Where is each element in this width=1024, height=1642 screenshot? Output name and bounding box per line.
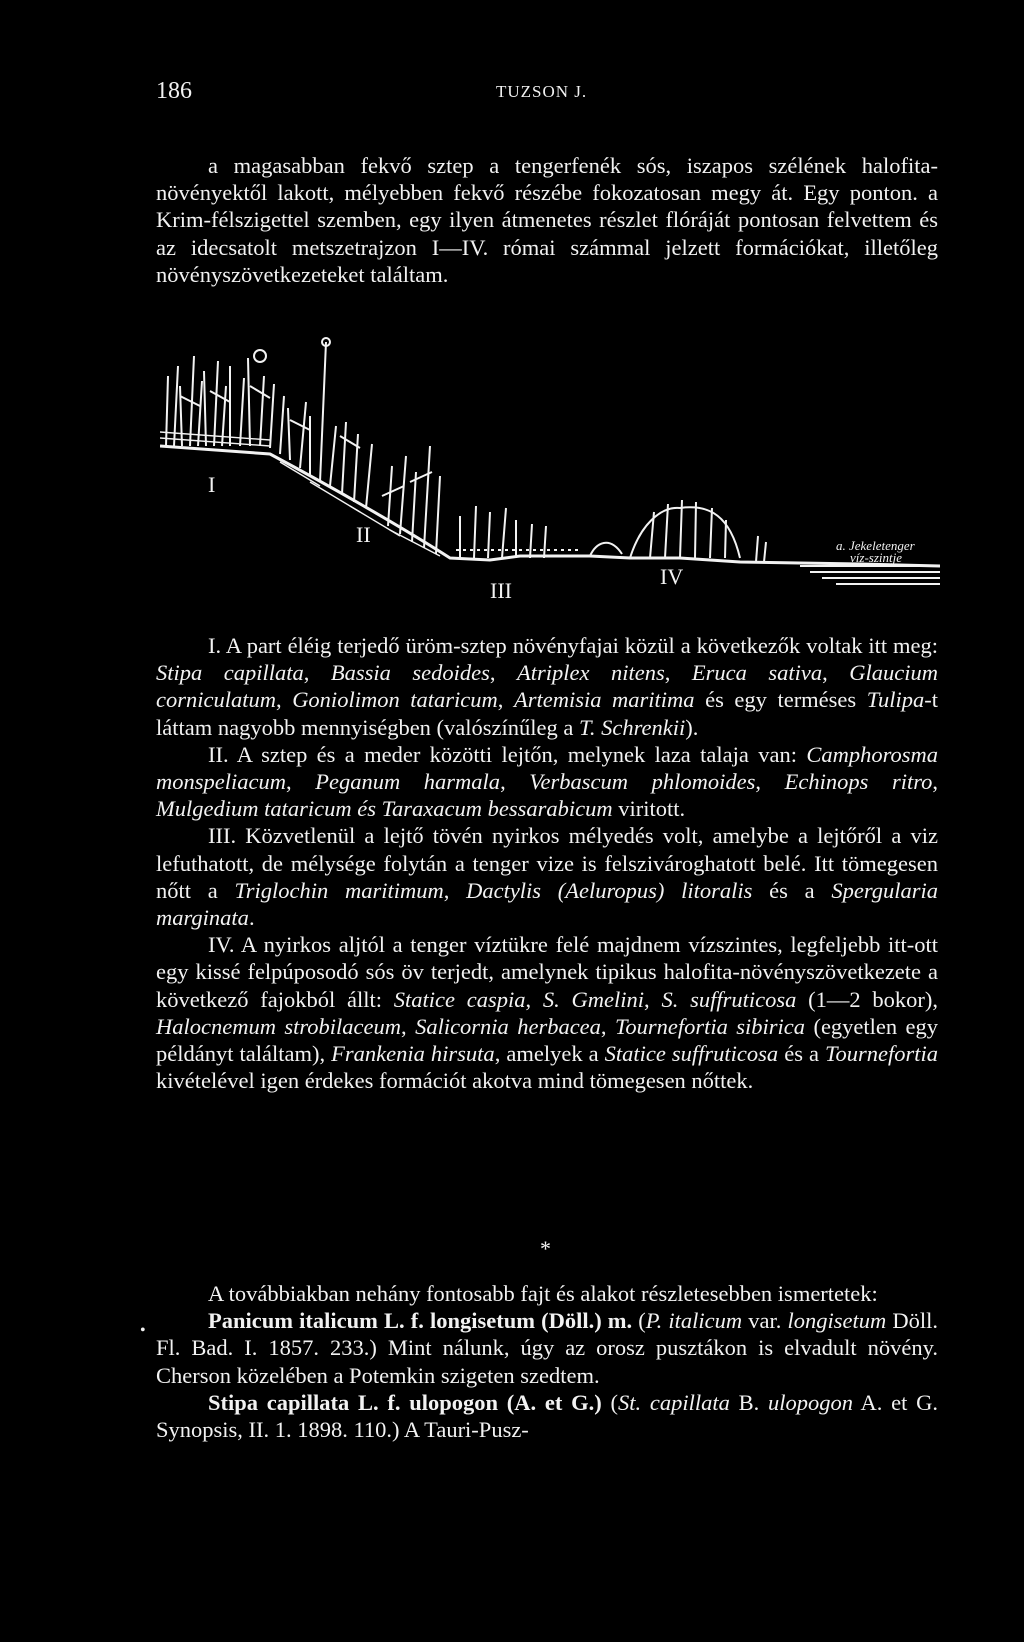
ground-profile xyxy=(160,446,940,566)
formation-descriptions xyxy=(156,632,938,1094)
figure-label-i: I xyxy=(208,472,216,497)
formation-iii-paragraph: III. Közvetlenül a lejtő tövén nyirkos mélyedés volt, amelybe a lejtőről a viz lefuthatott, de mélysége folytán a tenger vize is felszivároghatott belé. Itt tömegesen nőtt a Triglochin maritimum, Dactylis (Aeluropus) litoralis és a Spergularia marginata. xyxy=(156,823,939,931)
vegetation-zone-iii xyxy=(456,506,580,558)
vegetation-zone-i xyxy=(166,338,372,508)
formation-iv-paragraph: IV. A nyirkos aljtól a tenger víztükre felé majdnem vízszintes, legfeljebb itt-ott egy kissé felpúposodó sós öv terjedt, amelynek tipikus halofita-növényszövetkezete a következő fajokból állt: Statice caspia, S. Gmelini, S. suffruticosa (1—2 bokor), Halocnemum strobilaceum, Salicornia herbacea, Tournefortia sibirica (egyetlen egy példányt találtam), Frankenia hirsuta, amelyek a Statice suffruticosa és a Tournefortia kivételével igen érdekes formációt akotva mind tömegesen nőttek. xyxy=(156,932,939,1094)
cross-section-drawing xyxy=(160,336,940,626)
terrain-hatching xyxy=(160,432,440,556)
figure-label-ii: II xyxy=(356,522,371,547)
section-separator-asterisk: * xyxy=(540,1236,551,1261)
margin-bullet: • xyxy=(140,1322,146,1339)
vegetation-zone-ii xyxy=(382,446,440,554)
running-head: TUZSON J. xyxy=(496,82,588,101)
sea-water-lines xyxy=(800,566,940,584)
formation-i-paragraph: I. A part éléig terjedő üröm-sztep növényfajai közül a következők voltak itt meg: Stipa capillata, Bassia sedoides, Atriplex nitens, Eruca sativa, Glaucium corniculatum, Goniolimon tataricum, Artemisia maritima és egy terméses Tulipa-t láttam nagyobb mennyiségben (valószínűleg a T. Schrenkii). xyxy=(156,633,939,740)
figure-label-iii: III xyxy=(490,578,512,603)
page-number: 186 xyxy=(156,78,192,104)
species-descriptions xyxy=(156,1280,938,1443)
cross-section-figure xyxy=(160,336,940,626)
figure-note-sea-level: a. Jekeletenger xyxy=(836,538,915,553)
page-header xyxy=(156,78,936,118)
intro-text: a magasabban fekvő sztep a tengerfenék sós, iszapos szélének halofita-növényektől lakott, mélyebben fekvő részébe fokozatosan megy át. Egy ponton. a Krim-félszigettel szemben, egy ilyen átmenetes részlet flóráját pontosan felvettem és az idecsatolt metszetrajzon I—IV. római számmal jelzett formációkat, illetőleg növényszövetkezeteket találtam. xyxy=(156,153,938,287)
stipa-paragraph: Stipa capillata L. f. ulopogon (A. et G.) (St. capillata B. ulopogon A. et G. Synopsis, II. 1. 1898. 110.) A Tauri-Pusz- xyxy=(156,1389,938,1443)
vegetation-zone-iv xyxy=(590,500,766,562)
panicum-paragraph: Panicum italicum L. f. longisetum (Döll.) m. (P. italicum var. longisetum Döll. Fl. Bad. I. 1857. 233.) Mint nálunk, úgy az orosz pusztákon is elvadult növény. Cherson közelében a Potemkin szigeten szedtem. xyxy=(156,1308,938,1388)
figure-label-iv: IV xyxy=(660,564,684,589)
intro-paragraph xyxy=(156,152,938,288)
formation-ii-paragraph: II. A sztep és a meder közötti lejtőn, melynek laza talaja van: Camphorosma monspeliacum, Peganum harmala, Verbascum phlomoides, Echinops ritro, Mulgedium tataricum és Taraxacum bessarabicum viritott. xyxy=(156,741,939,822)
species-intro-paragraph: A továbbiakban nehány fontosabb fajt és alakot részletesebben ismertetek: xyxy=(208,1281,878,1306)
figure-note-water-level: víz-szintje xyxy=(850,550,902,565)
